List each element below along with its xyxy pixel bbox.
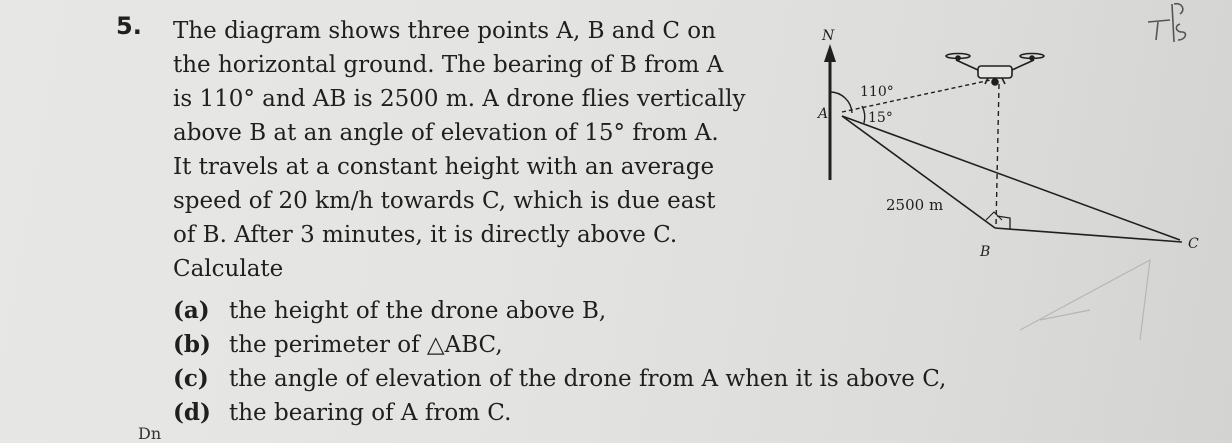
elevation-arc bbox=[862, 106, 865, 123]
question-number: 5. bbox=[116, 12, 142, 40]
elevation-label: 15° bbox=[868, 110, 893, 126]
part-text: the height of the drone above B, bbox=[229, 298, 607, 324]
part-text: the angle of elevation of the drone from A when it is above C, bbox=[229, 366, 947, 392]
part-c bbox=[173, 362, 946, 396]
part-label: (b) bbox=[173, 331, 211, 358]
part-label: (d) bbox=[173, 399, 211, 426]
part-text: the perimeter of △ABC, bbox=[229, 332, 503, 358]
part-label: (c) bbox=[173, 365, 209, 392]
part-text: the bearing of A from C. bbox=[229, 400, 512, 426]
north-label: N bbox=[822, 28, 835, 44]
stem-line: The diagram shows three points A, B and C on bbox=[173, 18, 716, 44]
question-stem bbox=[173, 14, 746, 286]
stem-line: is 110° and AB is 2500 m. A drone flies vertically bbox=[173, 86, 746, 112]
vertical-dashed-line bbox=[996, 84, 999, 226]
line-ac bbox=[842, 116, 1180, 240]
distance-label: 2500 m bbox=[886, 196, 944, 214]
bearing-label: 110° bbox=[860, 84, 894, 100]
drone-icon bbox=[946, 54, 1044, 86]
stem-line: of B. After 3 minutes, it is directly above C. bbox=[173, 222, 678, 248]
stem-line: the horizontal ground. The bearing of B from A bbox=[173, 52, 724, 78]
corner-mark: Dn bbox=[138, 424, 162, 443]
pencil-sketch bbox=[1020, 260, 1150, 340]
stem-line: above B at an angle of elevation of 15° from A. bbox=[173, 120, 719, 146]
handwritten-scribble bbox=[1140, 0, 1200, 50]
north-arrowhead bbox=[824, 44, 836, 62]
point-b-label: B bbox=[980, 244, 991, 260]
stem-line: It travels at a constant height with an average bbox=[173, 154, 715, 180]
point-a-label: A bbox=[818, 106, 829, 122]
part-label: (a) bbox=[173, 297, 210, 324]
stem-line: speed of 20 km/h towards C, which is due east bbox=[173, 188, 716, 214]
stem-line: Calculate bbox=[173, 256, 284, 282]
bearing-diagram bbox=[790, 20, 1220, 360]
point-c-label: C bbox=[1188, 236, 1199, 252]
part-d bbox=[173, 396, 946, 430]
